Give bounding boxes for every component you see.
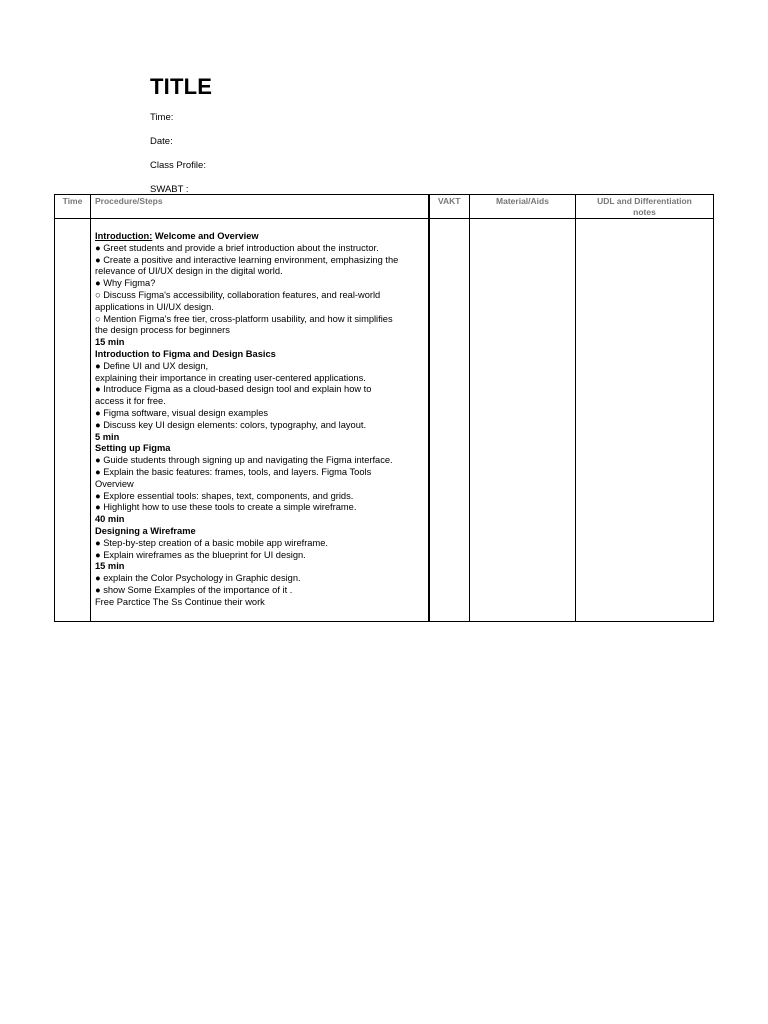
procedure-line: relevance of UI/UX design in the digital world. (95, 266, 283, 277)
procedure-line: ○ Discuss Figma's accessibility, collaboration features, and real-world (95, 289, 381, 300)
procedure-cell (91, 219, 429, 622)
section-heading: Setting up Figma (95, 443, 171, 454)
procedure-line: ● Explore essential tools: shapes, text, components, and grids. (95, 490, 354, 501)
procedure-line: the design process for beginners (95, 325, 230, 336)
document-header (150, 74, 710, 195)
time-cell (55, 219, 91, 622)
procedure-line: ● Guide students through signing up and navigating the Figma interface. (95, 455, 393, 466)
header-udl (576, 195, 714, 219)
lesson-plan-table (54, 194, 714, 622)
procedure-line: explaining their importance in creating user-centered applications. (95, 372, 366, 383)
material-cell (470, 219, 576, 622)
procedure-line: access it for free. (95, 396, 166, 407)
udl-cell (576, 219, 714, 622)
header-material: Material/Aids (470, 195, 576, 219)
procedure-line: ● explain the Color Psychology in Graphic design. (95, 573, 301, 584)
swabt-field-label: SWABT : (150, 184, 189, 195)
header-udl-line1: UDL and Differentiation (597, 196, 692, 206)
header-vakt: VAKT (429, 195, 470, 219)
procedure-line: ● Explain the basic features: frames, tools, and layers. Figma Tools (95, 466, 372, 477)
duration-label: 15 min (95, 561, 125, 572)
section-heading: Designing a Wireframe (95, 525, 196, 536)
procedure-line: ● Discuss key UI design elements: colors, typography, and layout. (95, 419, 367, 430)
procedure-line: ● Define UI and UX design, (95, 360, 209, 371)
header-udl-line2: notes (633, 207, 656, 217)
procedure-line: ● Figma software, visual design examples (95, 407, 269, 418)
section-heading: Introduction to Figma and Design Basics (95, 348, 276, 359)
procedure-line: ○ Mention Figma's free tier, cross-platform usability, and how it simplifies (95, 313, 393, 324)
procedure-line: ● Greet students and provide a brief introduction about the instructor. (95, 242, 379, 253)
procedure-line: ● Introduce Figma as a cloud-based design tool and explain how to (95, 384, 372, 395)
procedure-line: ● Explain wireframes as the blueprint for UI design. (95, 549, 306, 560)
procedure-line: ● Why Figma? (95, 278, 156, 289)
duration-label: 5 min (95, 431, 120, 442)
time-field-label: Time: (150, 112, 174, 123)
procedure-line: ● Highlight how to use these tools to create a simple wireframe. (95, 502, 357, 513)
procedure-line: ● show Some Examples of the importance of it . (95, 584, 293, 595)
date-field-label: Date: (150, 136, 173, 147)
intro-title: Welcome and Overview (152, 231, 259, 241)
document-title: TITLE (150, 74, 213, 99)
table-row (55, 219, 714, 622)
procedure-line: applications in UI/UX design. (95, 301, 214, 312)
procedure-line: Overview (95, 478, 134, 489)
procedure-line: ● Step-by-step creation of a basic mobile app wireframe. (95, 537, 328, 548)
vakt-cell (429, 219, 470, 622)
procedure-line: ● Create a positive and interactive learning environment, emphasizing the (95, 254, 399, 265)
class-profile-field-label: Class Profile: (150, 160, 206, 171)
procedure-line: Free Parctice The Ss Continue their work (95, 596, 265, 607)
duration-label: 40 min (95, 514, 125, 525)
intro-label: Introduction: (95, 231, 153, 241)
table-header-row (55, 195, 714, 219)
procedure-heading (95, 231, 424, 243)
header-time: Time (55, 195, 91, 219)
duration-label: 15 min (95, 337, 125, 348)
header-procedure: Procedure/Steps (91, 195, 429, 219)
